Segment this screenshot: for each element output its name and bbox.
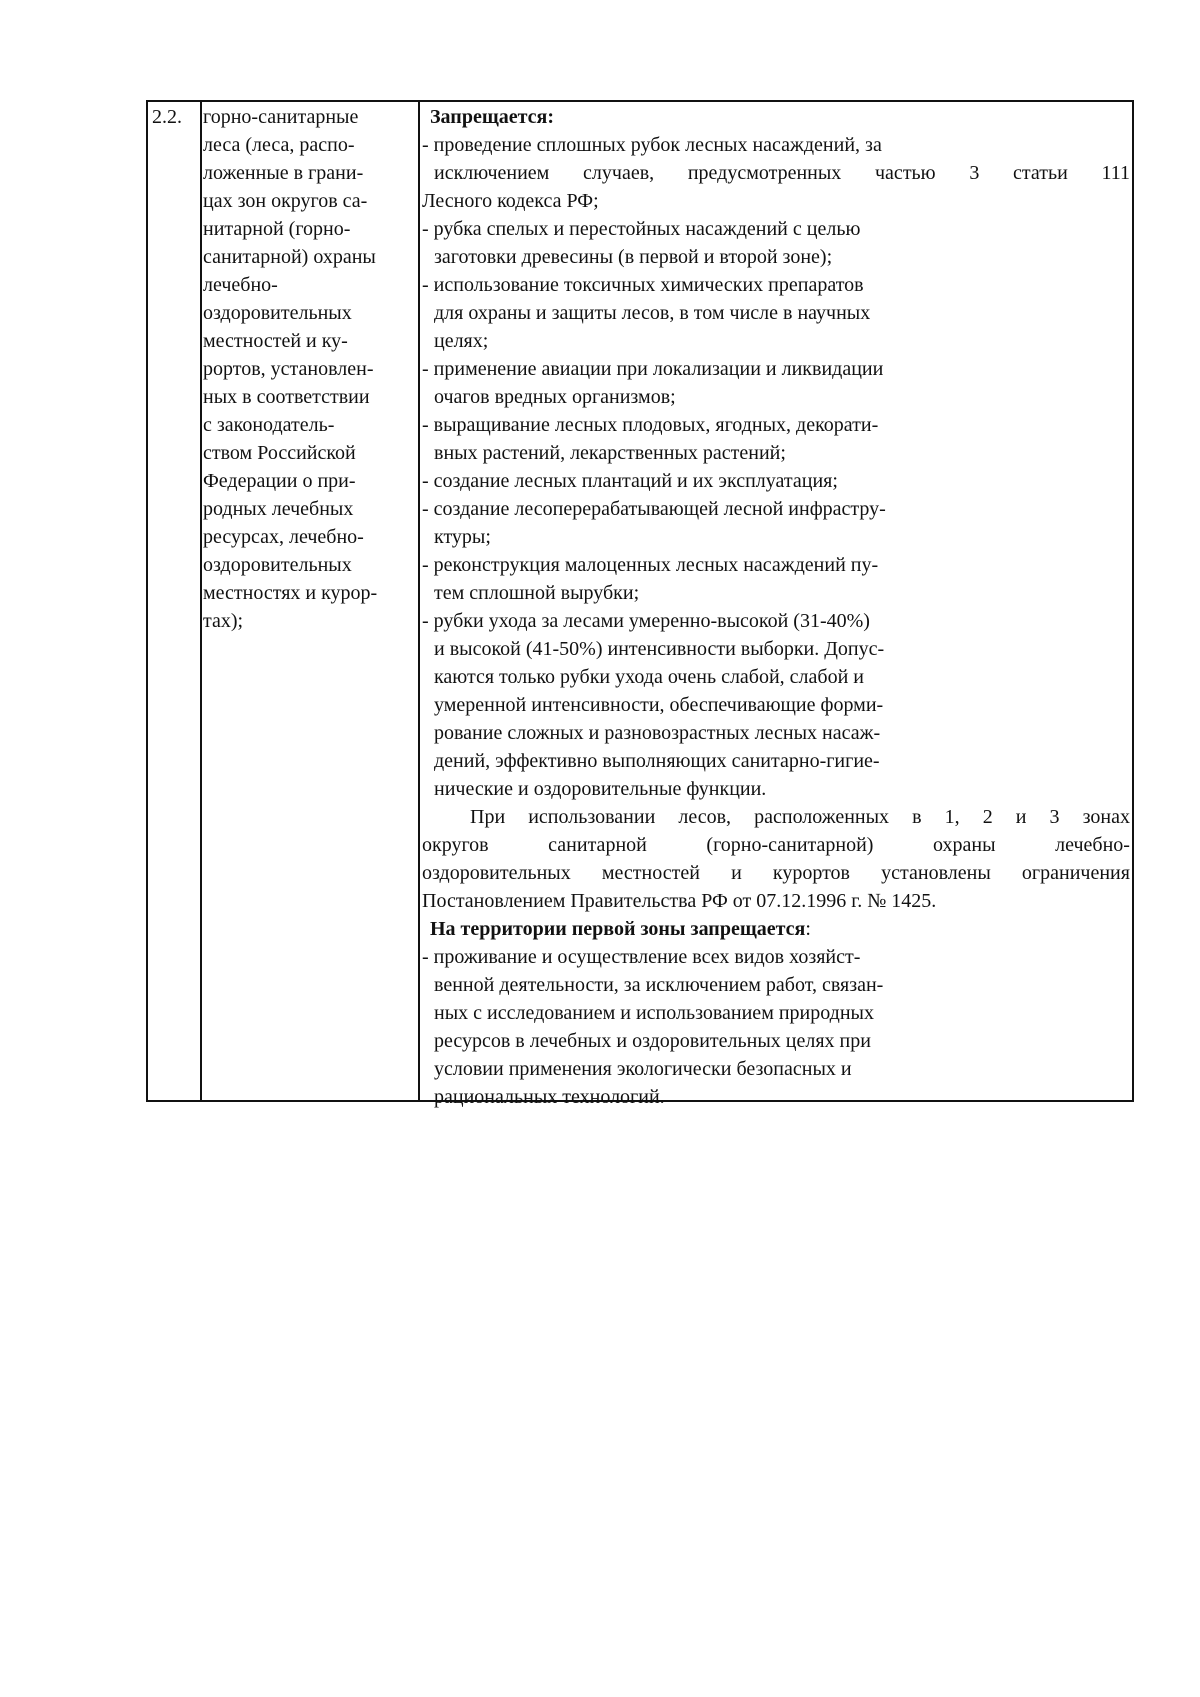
rules-line: нические и оздоровительные функции.: [434, 778, 767, 800]
category-line: ством Российской: [203, 442, 356, 464]
category-line: лечебно-: [203, 274, 278, 296]
rules-line: - применение авиации при локализации и ликвидации: [422, 358, 884, 380]
zone1-line: условии применения экологически безопасных и: [434, 1058, 852, 1080]
rules-line: - использование токсичных химических препаратов: [422, 274, 864, 296]
category-line: с законодатель-: [203, 414, 335, 436]
category-line: ресурсах, лечебно-: [203, 526, 364, 548]
rules-line: Лесного кодекса РФ;: [422, 190, 599, 212]
zone1-line: - проживание и осуществление всех видов хозяйст-: [422, 946, 861, 968]
category-line: местностей и ку-: [203, 330, 348, 352]
column-divider-1: [200, 102, 202, 1100]
rules-line: - рубка спелых и перестойных насаждений с целью: [422, 218, 861, 240]
rules-line: - реконструкция малоценных лесных насаждений пу-: [422, 554, 879, 576]
rules-line: вных растений, лекарственных растений;: [434, 442, 786, 464]
rules-line: - выращивание лесных плодовых, ягодных, декорати-: [422, 414, 879, 436]
rules-line: ктуры;: [434, 526, 491, 548]
paragraph-line: При использовании лесов, расположенных в 1, 2 и 3 зонах: [470, 806, 1130, 828]
zone1-heading-text: На территории первой зоны запрещается: [430, 918, 806, 940]
category-line: Федерации о при-: [203, 470, 356, 492]
zone1-heading-colon: :: [805, 918, 811, 940]
rules-line: тем сплошной вырубки;: [434, 582, 640, 604]
rules-line: целях;: [434, 330, 489, 352]
rules-line: очагов вредных организмов;: [434, 386, 676, 408]
zone1-line: ных с исследованием и использованием природных: [434, 1002, 874, 1024]
rules-line: каются только рубки ухода очень слабой, слабой и: [434, 666, 864, 688]
category-line: цах зон округов са-: [203, 190, 368, 212]
rules-line: - проведение сплошных рубок лесных насаждений, за: [422, 134, 882, 156]
rules-line: для охраны и защиты лесов, в том числе в научных: [434, 302, 871, 324]
row-number: 2.2.: [152, 106, 182, 128]
column-divider-2: [418, 102, 420, 1100]
paragraph-line: оздоровительных местностей и курортов установлены ограничения: [422, 862, 1130, 884]
category-line: рортов, установлен-: [203, 358, 374, 380]
rules-line: заготовки древесины (в первой и второй зоне);: [434, 246, 833, 268]
category-line: горно-санитарные: [203, 106, 359, 128]
rules-line: умеренной интенсивности, обеспечивающие форми-: [434, 694, 884, 716]
zone1-line: венной деятельности, за исключением работ, связан-: [434, 974, 884, 996]
paragraph-line: округов санитарной (горно-санитарной) охраны лечебно-: [422, 834, 1130, 856]
rules-line: - рубки ухода за лесами умеренно-высокой (31-40%): [422, 610, 870, 632]
category-line: ных в соответствии: [203, 386, 370, 408]
category-line: нитарной (горно-: [203, 218, 351, 240]
zone1-heading: [430, 915, 811, 943]
rules-line: рование сложных и разновозрастных лесных насаж-: [434, 722, 881, 744]
category-line: леса (леса, распо-: [203, 134, 355, 156]
category-line: санитарной) охраны: [203, 246, 376, 268]
category-line: оздоровительных: [203, 302, 352, 324]
paragraph-line: Постановлением Правительства РФ от 07.12.1996 г. № 1425.: [422, 890, 937, 912]
rules-line: исключением случаев, предусмотренных частью 3 статьи 111: [434, 162, 1130, 184]
rules-line: - создание лесоперерабатывающей лесной инфрастру-: [422, 498, 886, 520]
category-line: тах);: [203, 610, 244, 632]
rules-line: дений, эффективно выполняющих санитарно-гигие-: [434, 750, 880, 772]
zone1-line: рациональных технологий.: [434, 1086, 665, 1108]
category-line: местностях и курор-: [203, 582, 378, 604]
category-line: ложенные в грани-: [203, 162, 364, 184]
zone1-line: ресурсов в лечебных и оздоровительных целях при: [434, 1030, 871, 1052]
category-line: родных лечебных: [203, 498, 354, 520]
rules-line: и высокой (41-50%) интенсивности выборки. Допус-: [434, 638, 885, 660]
category-line: оздоровительных: [203, 554, 352, 576]
rules-line: - создание лесных плантаций и их эксплуатация;: [422, 470, 838, 492]
rules-heading: Запрещается:: [430, 106, 555, 128]
